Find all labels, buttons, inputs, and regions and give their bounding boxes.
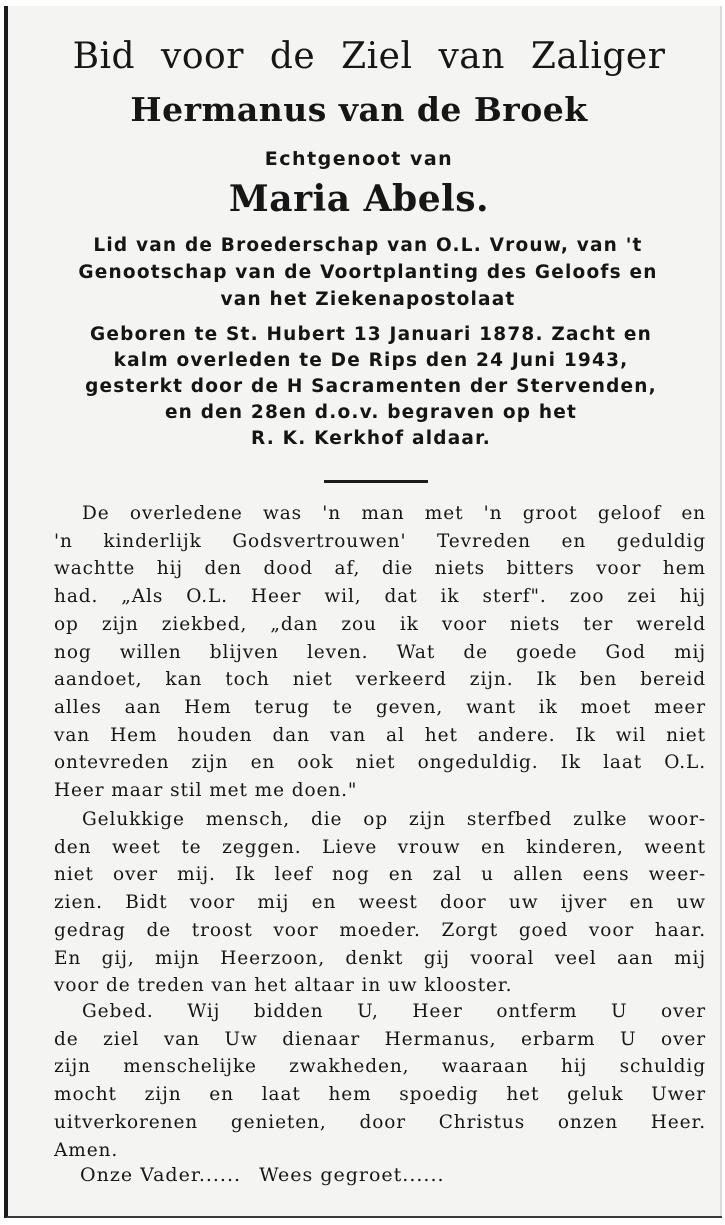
- paragraph-line: 'n kinderlijk Godsvertrouwen' Tevreden en geduldig: [54, 530, 706, 552]
- paragraph-line: voor de treden van het altaar in uw klooster.: [54, 975, 513, 997]
- paragraph-line: alles aan Hem terug te geven, want ik moet meer: [54, 696, 706, 718]
- paragraph-line: En gij, mijn Heerzoon, denkt gij vooral veel aan mij: [54, 947, 706, 969]
- deceased-name: Hermanus van de Broek: [130, 90, 588, 129]
- membership-block: [38, 232, 698, 313]
- paragraph-line: De overledene was 'n man met 'n groot geloof en: [82, 503, 706, 524]
- paragraph-farewell: [54, 806, 706, 1000]
- membership-line: Genootschap van de Voortplanting des Geloofs en: [78, 262, 658, 283]
- paragraph-line: ontevreden zijn en ook niet ongeduldig. Ik laat O.L.: [54, 752, 706, 774]
- birth-death-line: en den 28en d.o.v. begraven op het: [164, 402, 578, 423]
- birth-death-line: R. K. Kerkhof aldaar.: [251, 428, 491, 449]
- memorial-card: [4, 6, 722, 1218]
- paragraph-line: gedrag de troost voor moeder. Zorgt goed voor haar.: [54, 919, 706, 941]
- spouse-label: Echtgenoot van: [264, 148, 454, 170]
- closing-prayer-hail-mary: Wees gegroet......: [259, 1164, 445, 1186]
- paragraph-line: op zijn ziekbed, „dan zou ik voor niets ter wereld: [54, 613, 706, 635]
- paragraph-line: Gelukkige mensch, die op zijn sterfbed zulke woor-: [82, 809, 706, 830]
- paragraph-line: van Hem houden dan van al het andere. Ik wil niet: [54, 724, 706, 746]
- paragraph-line: zijn menschelijke zwakheden, waaraan hij schuldig: [54, 1056, 706, 1078]
- birth-death-line: gesterkt door de H Sacramenten der Stervenden,: [85, 376, 657, 397]
- paragraph-line: Heer maar stil met me doen.": [54, 780, 358, 802]
- paragraph-line: den weet te zeggen. Lieve vrouw en kinderen, weent: [54, 836, 706, 858]
- paragraph-line: nog willen blijven leven. Wat de goede God mij: [54, 641, 706, 663]
- paragraph-testimony: [54, 500, 706, 805]
- membership-line: van het Ziekenapostolaat: [220, 289, 516, 310]
- paragraph-line: wachtte hij den dood af, die niets bitters voor hem: [54, 558, 706, 580]
- paragraph-line: de ziel van Uw dienaar Hermanus, erbarm U over: [54, 1028, 706, 1050]
- paragraph-line: mocht zijn en laat hem spoedig het geluk Uwer: [54, 1084, 706, 1106]
- birth-death-line: kalm overleden te De Rips den 24 Juni 1943,: [113, 350, 629, 371]
- closing-prayers: [80, 1164, 463, 1186]
- scan-edge: [720, 6, 722, 1216]
- paragraph-line: aandoet, kan toch niet verkeerd zijn. Ik ben bereid: [54, 669, 706, 691]
- paragraph-line: Amen.: [54, 1139, 119, 1161]
- prayer-heading: Bid voor de Ziel van Zaliger: [72, 36, 666, 77]
- paragraph-line: Gebed. Wij bidden U, Heer ontferm U over: [82, 1001, 706, 1022]
- paragraph-prayer: [54, 998, 706, 1164]
- paragraph-line: niet over mij. Ik leef nog en zal u allen eens weer-: [54, 864, 706, 886]
- membership-line: Lid van de Broederschap van O.L. Vrouw, van 't: [93, 235, 643, 256]
- paragraph-line: uitverkorenen genieten, door Christus onzen Heer.: [54, 1111, 706, 1133]
- paragraph-line: zien. Bidt voor mij en weest door uw ijver en uw: [54, 892, 706, 914]
- birth-death-line: Geboren te St. Hubert 13 Januari 1878. Zacht en: [90, 324, 652, 345]
- section-divider: [324, 480, 428, 483]
- birth-death-block: [38, 322, 704, 452]
- spouse-name: Maria Abels.: [228, 178, 490, 220]
- closing-prayer-our-father: Onze Vader......: [80, 1164, 242, 1186]
- paragraph-line: had. „Als O.L. Heer wil, dat ik sterf". zoo zei hij: [54, 586, 706, 608]
